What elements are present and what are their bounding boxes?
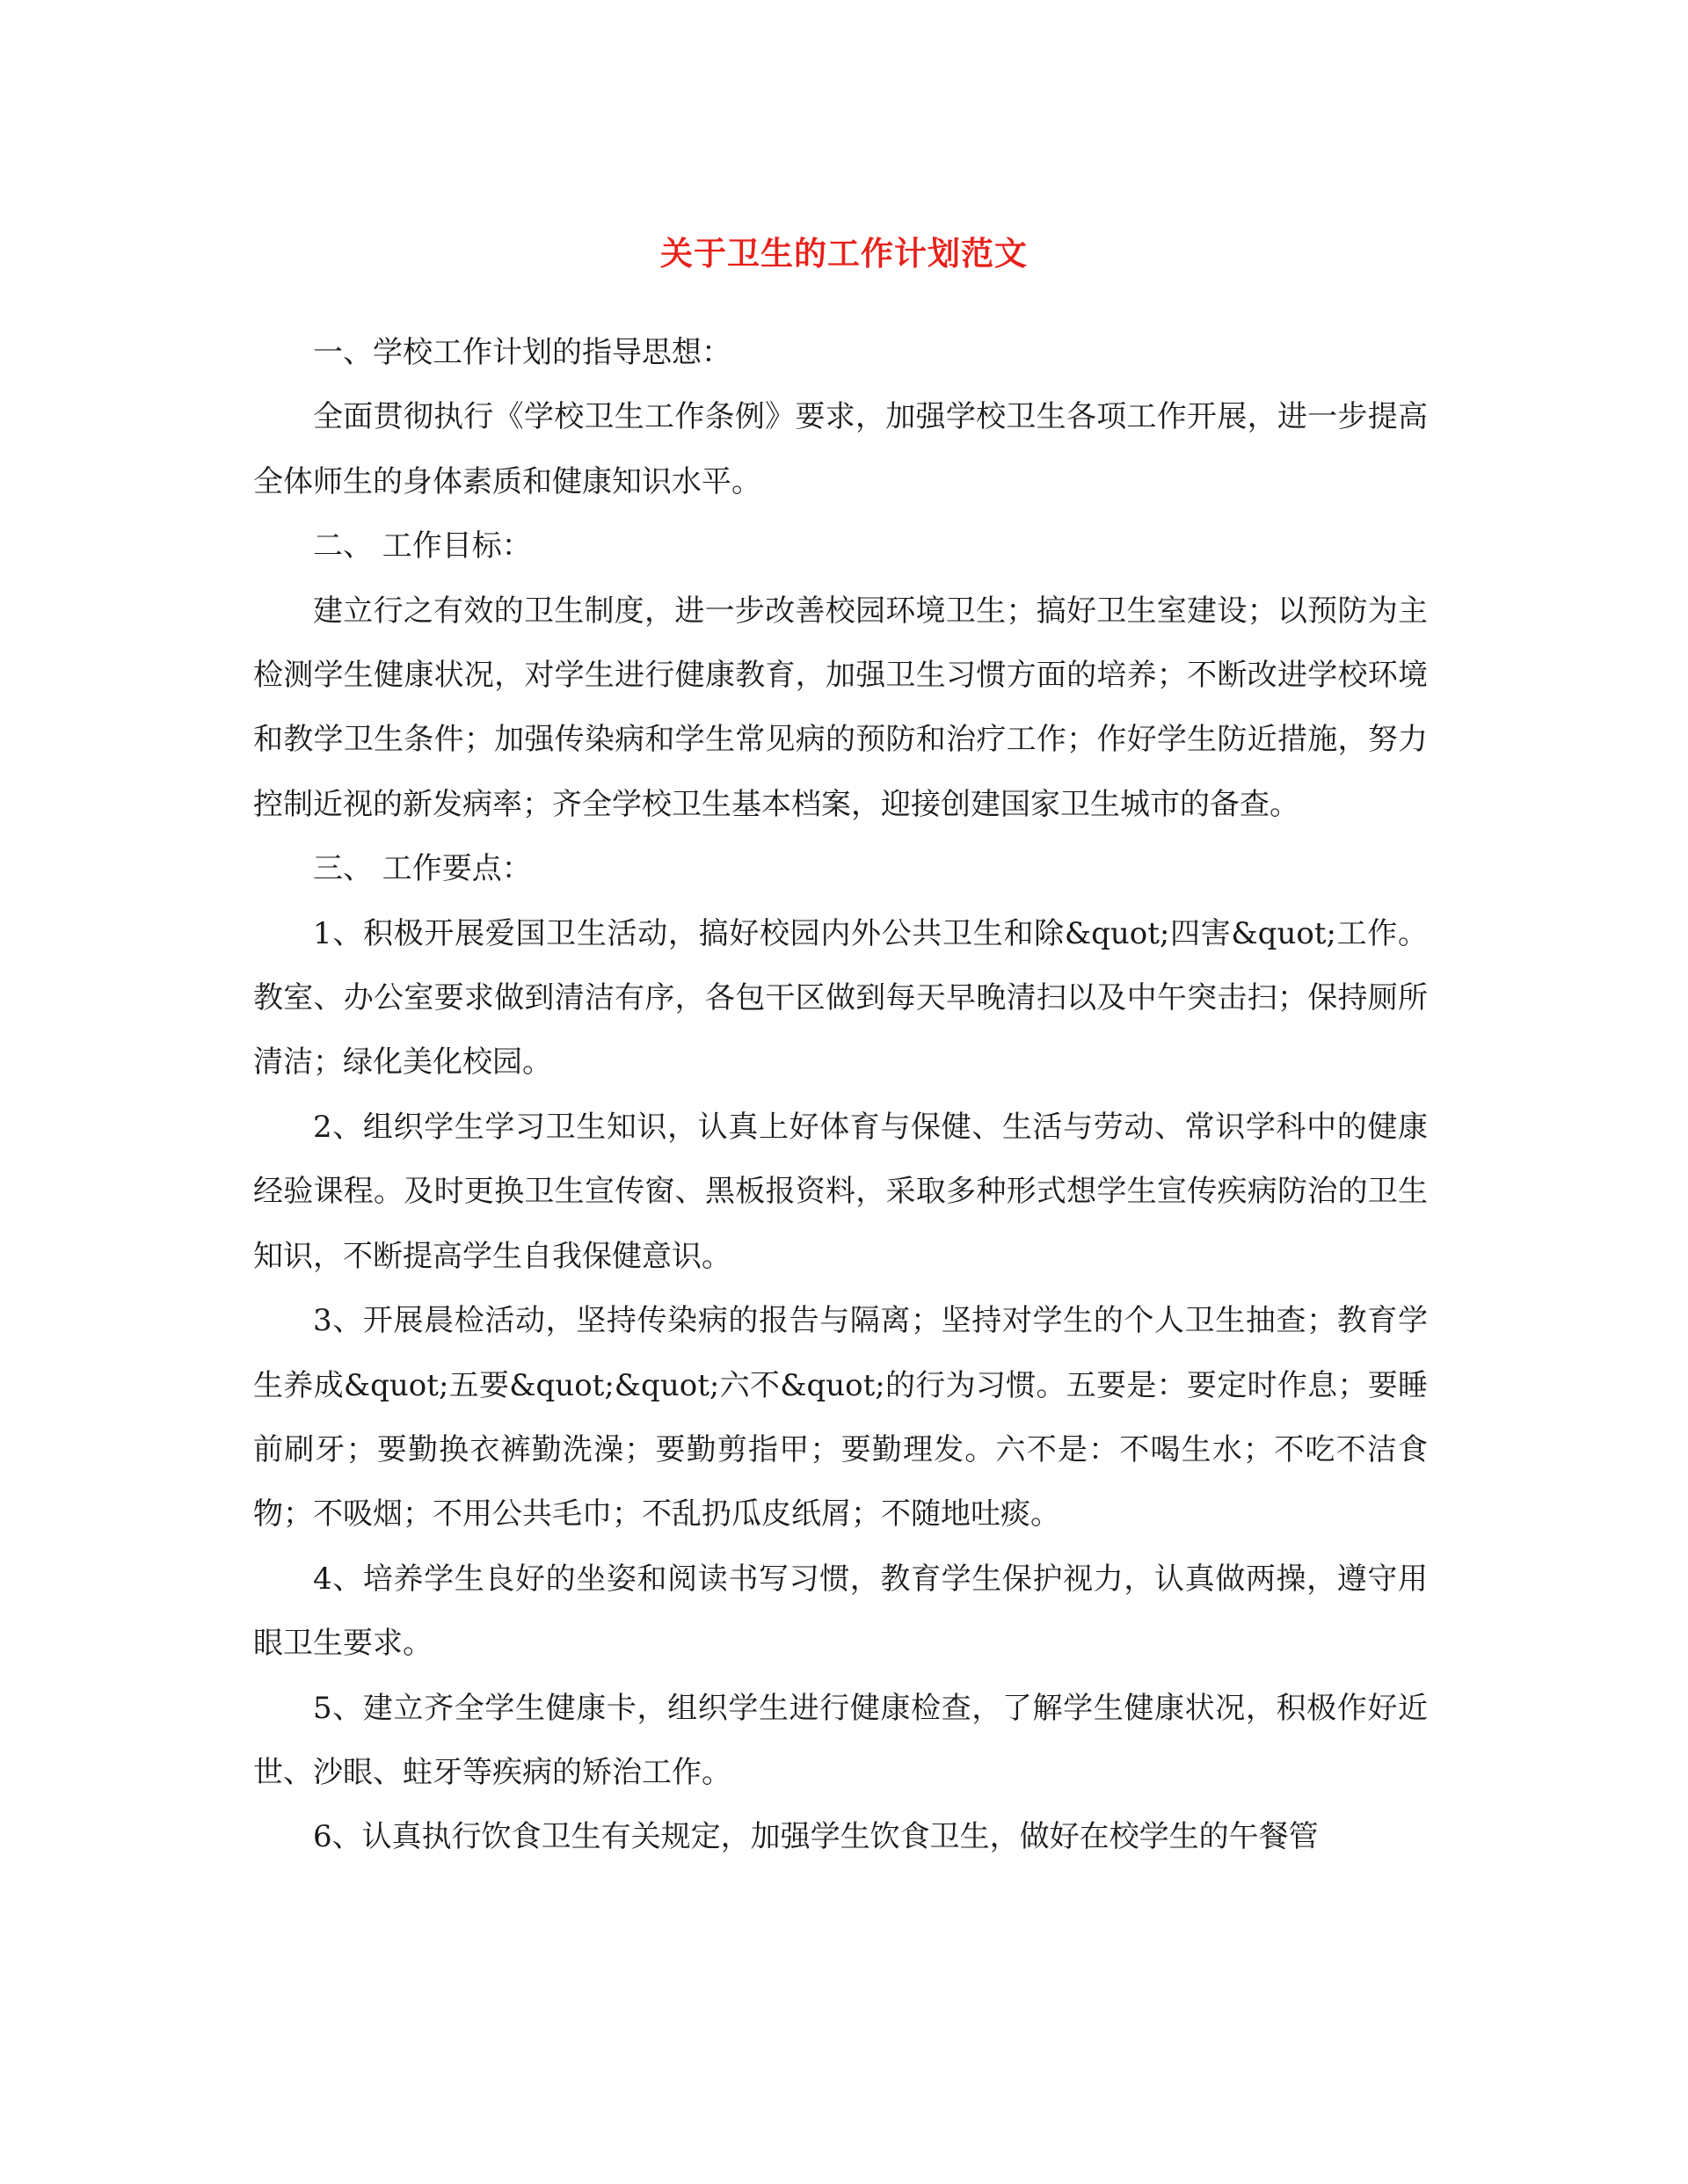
list-item-5: 5、建立齐全学生健康卡，组织学生进行健康检查，了解学生健康状况，积极作好近世、沙眼、蛀牙等疾病的矫治工作。	[253, 1690, 1428, 1790]
list-item-6: 6、认真执行饮食卫生有关规定，加强学生饮食卫生，做好在校学生的午餐管	[313, 1819, 1319, 1855]
list-item-1: 1、积极开展爱国卫生活动，搞好校园内外公共卫生和除&quot;四害&quot;工作。教室、办公室要求做到清洁有序，各包干区做到每天早晚清扫以及中午突击扫；保持厕所清洁；绿化美化校园。	[253, 915, 1428, 1081]
paragraph: 建立行之有效的卫生制度，进一步改善校园环境卫生；搞好卫生室建设；以预防为主检测学生健康状况，对学生进行健康教育，加强卫生习惯方面的培养；不断改进学校环境和教学卫生条件；加强传染病和学生常见病的预防和治疗工作；作好学生防近措施，努力控制近视的新发病率；齐全学校卫生基本档案，迎接创建国家卫生城市的备查。	[253, 593, 1428, 822]
section-heading-1: 一、学校工作计划的指导思想：	[313, 335, 731, 370]
document-body	[253, 321, 1428, 1870]
document-title: 关于卫生的工作计划范文	[660, 234, 1028, 273]
list-item-4: 4、培养学生良好的坐姿和阅读书写习惯，教育学生保护视力，认真做两操，遵守用眼卫生要求。	[253, 1561, 1428, 1662]
list-item-3: 3、开展晨检活动，坚持传染病的报告与隔离；坚持对学生的个人卫生抽查；教育学生养成&quot;五要&quot;&quot;六不&quot;的行为习惯。五要是：要定时作息；要睡前刷牙；要勤换衣裤勤洗澡；要勤剪指甲；要勤理发。六不是：不喝生水；不吃不洁食物；不吸烟；不用公共毛巾；不乱扔瓜皮纸屑；不随地吐痰。	[253, 1303, 1428, 1532]
section-heading-3: 三、 工作要点：	[313, 851, 532, 887]
section-heading-2: 二、 工作目标：	[313, 528, 532, 564]
list-item-2: 2、组织学生学习卫生知识，认真上好体育与保健、生活与劳动、常识学科中的健康经验课程。及时更换卫生宣传窗、黑板报资料，采取多种形式想学生宣传疾病防治的卫生知识，不断提高学生自我保健意识。	[253, 1109, 1428, 1274]
paragraph: 全面贯彻执行《学校卫生工作条例》要求，加强学校卫生各项工作开展，进一步提高全体师生的身体素质和健康知识水平。	[253, 399, 1428, 499]
